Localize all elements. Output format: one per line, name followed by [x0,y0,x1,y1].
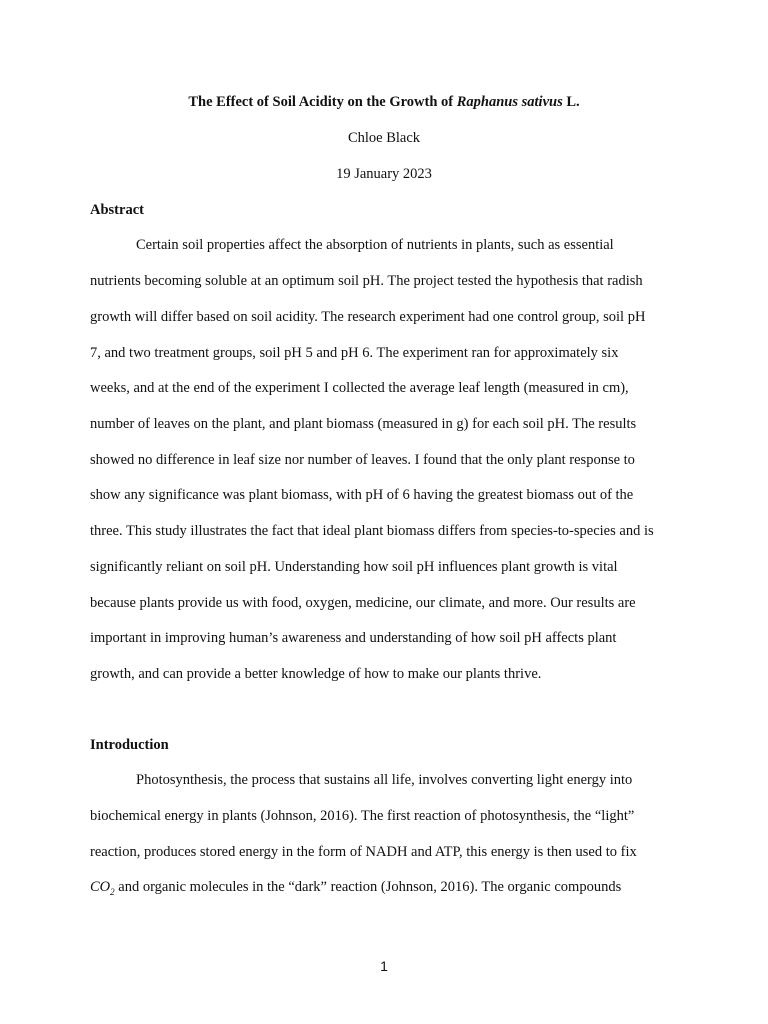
abstract-line: significantly reliant on soil pH. Understanding how soil pH influences plant growth is vital [90,559,618,575]
co2-formula: $CO_2$ [90,879,115,897]
abstract-line: show any significance was plant biomass, with pH of 6 having the greatest biomass out of the [90,487,634,503]
abstract-line: growth, and can provide a better knowledge of how to make our plants thrive. [90,666,542,682]
intro-line: Photosynthesis, the process that sustains all life, involves converting light energy into [136,772,633,788]
abstract-line: because plants provide us with food, oxygen, medicine, our climate, and more. Our results are [90,595,636,611]
paper-title [0,94,768,111]
abstract-heading: Abstract [90,202,144,218]
author-name: Chloe Black [347,130,421,146]
abstract-line: number of leaves on the plant, and plant biomass (measured in g) for each soil pH. The results [90,416,637,432]
abstract-line: 7, and two treatment groups, soil pH 5 and pH 6. The experiment ran for approximately six [90,345,619,361]
abstract-line: important in improving human’s awareness and understanding of how soil pH affects plant [90,630,617,646]
title-prefix: The Effect of Soil Acidity on the Growth of [188,94,457,110]
introduction-heading: Introduction [90,737,169,753]
intro-line-rest: and organic molecules in the “dark” reaction (Johnson, 2016). The organic compounds [114,879,622,895]
abstract-line: nutrients becoming soluble at an optimum soil pH. The project tested the hypothesis that radish [90,273,643,289]
paper-date: 19 January 2023 [336,166,432,182]
abstract-line: Certain soil properties affect the absorption of nutrients in plants, such as essential [136,237,614,253]
intro-line: biochemical energy in plants (Johnson, 2016). The first reaction of photosynthesis, the “light” [90,808,635,824]
abstract-line: three. This study illustrates the fact that ideal plant biomass differs from species-to-species and is [90,523,654,539]
title-species: Raphanus sativus [456,94,563,110]
abstract-line: weeks, and at the end of the experiment I collected the average leaf length (measured in cm), [90,380,629,396]
intro-line [90,879,621,897]
abstract-line: growth will differ based on soil acidity. The research experiment had one control group, soil pH [90,309,646,325]
intro-line: reaction, produces stored energy in the form of NADH and ATP, this energy is then used to fix [90,844,637,860]
title-suffix: L. [562,94,580,110]
abstract-line: showed no difference in leaf size nor number of leaves. I found that the only plant response to [90,452,635,468]
page-number: 1 [380,958,388,974]
